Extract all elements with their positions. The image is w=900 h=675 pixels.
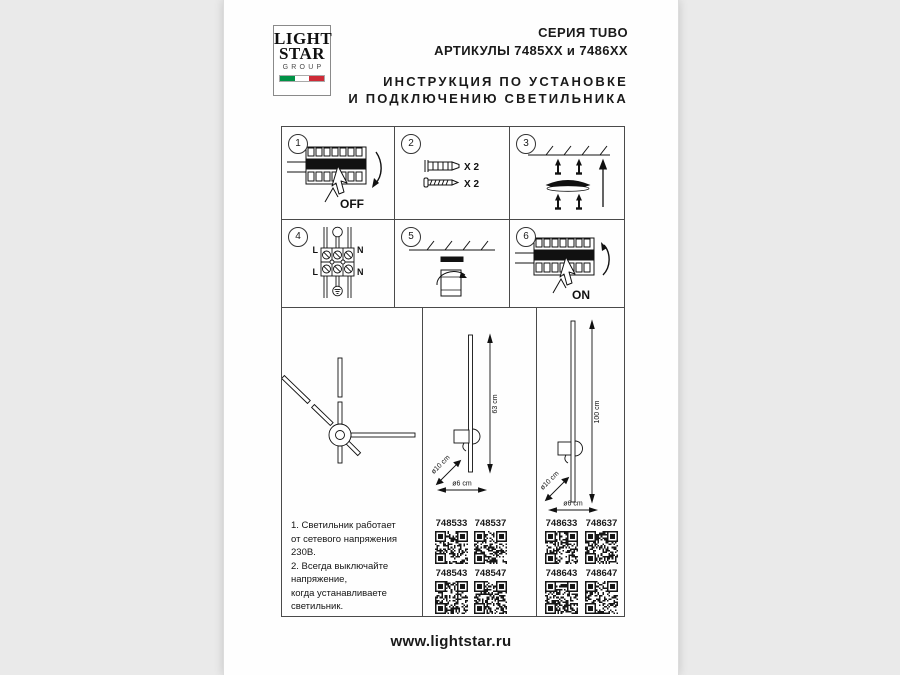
article-code: 748543 xyxy=(435,568,468,579)
screw-up-icon xyxy=(555,160,561,174)
series-title: СЕРИЯ TUBO xyxy=(538,25,628,40)
wall-bracket xyxy=(454,430,469,443)
ground-symbol-icon xyxy=(333,286,343,296)
articles-line: АРТИКУЛЫ 7485XX и 7486XX xyxy=(434,43,628,58)
step-3-cell xyxy=(510,127,624,220)
instruction-page xyxy=(223,0,679,675)
flag-red xyxy=(309,76,324,81)
screw-up-icon xyxy=(576,195,582,209)
qr-code xyxy=(474,581,507,614)
qr-code xyxy=(545,531,578,564)
qr-code xyxy=(545,581,578,614)
product-748647 xyxy=(585,568,618,614)
flag-green xyxy=(280,76,295,81)
product-748637 xyxy=(585,518,618,564)
header xyxy=(348,24,628,107)
article-code: 748637 xyxy=(585,518,618,529)
tube-63 xyxy=(469,335,473,472)
off-label: OFF xyxy=(340,197,364,211)
screw-qty-label: X 2 xyxy=(464,179,480,190)
article-code: 748533 xyxy=(435,518,468,529)
logo-text-light: LIGHT xyxy=(274,29,333,48)
italian-flag-icon xyxy=(279,75,325,82)
label-l-bottom: L xyxy=(312,267,318,277)
note-line: 1. Светильник работает xyxy=(291,520,396,531)
step-2-cell xyxy=(395,127,510,220)
article-code: 748643 xyxy=(545,568,578,579)
diameter-dim-100: ø6 cm xyxy=(563,500,583,508)
article-code: 748647 xyxy=(585,568,618,579)
step-1-number: 1 xyxy=(288,134,308,154)
article-code: 748537 xyxy=(474,518,507,529)
wall-bracket xyxy=(558,442,571,455)
step-4-number: 4 xyxy=(288,227,308,247)
product-748633 xyxy=(545,518,578,564)
logo-text-group: GROUP xyxy=(282,64,325,71)
screw-icon xyxy=(424,178,428,187)
step-4-cell xyxy=(282,220,395,307)
step-5-cell xyxy=(395,220,510,307)
tube-100 xyxy=(571,321,575,502)
product-748543 xyxy=(435,568,468,614)
detail-grid xyxy=(281,307,625,617)
screw-up-icon xyxy=(576,160,582,174)
step-6-cell xyxy=(510,220,624,307)
step-5-number: 5 xyxy=(401,227,421,247)
depth-dim-63: ø10 cm xyxy=(430,454,452,476)
product-748533 xyxy=(435,518,468,564)
mount-plate xyxy=(441,257,463,262)
panel-100cm xyxy=(537,308,624,616)
qr-code xyxy=(474,531,507,564)
screw-up-icon xyxy=(555,195,561,209)
article-code: 748547 xyxy=(474,568,507,579)
lightstar-logo xyxy=(273,25,331,96)
notes-block xyxy=(291,519,421,614)
height-dim-63: 63 cm xyxy=(492,394,499,414)
label-n-bottom: N xyxy=(357,267,364,277)
step-1-cell xyxy=(282,127,395,220)
height-dim-100: 100 cm xyxy=(594,400,601,424)
steps-grid xyxy=(281,126,625,308)
diameter-dim-63: ø6 cm xyxy=(452,480,472,488)
step-2-number: 2 xyxy=(401,134,421,154)
panel-63cm xyxy=(423,308,537,616)
fixture-100cm-drawing xyxy=(537,308,625,516)
qr-code xyxy=(435,531,468,564)
note-line: 2. Всегда выключайте напряжение, xyxy=(291,560,389,585)
footer-url: www.lightstar.ru xyxy=(390,633,512,650)
rotate-down-arrow-icon xyxy=(375,152,381,184)
qr-code xyxy=(585,581,618,614)
wire-end-connector xyxy=(333,227,343,237)
panel-top-view xyxy=(282,308,423,616)
qr-code xyxy=(435,581,468,614)
instruction-title-line1: ИНСТРУКЦИЯ ПО УСТАНОВКЕ xyxy=(383,74,628,89)
logo-text-star: STAR xyxy=(278,44,326,63)
fixture-top-view-drawing xyxy=(282,308,422,516)
note-line: от сетевого напряжения 230В. xyxy=(291,533,398,558)
flag-white xyxy=(295,76,310,81)
note-line: когда устанавливаете светильник. xyxy=(291,587,387,612)
label-l-top: L xyxy=(312,245,318,255)
product-748537 xyxy=(474,518,507,564)
anchor-qty-label: X 2 xyxy=(464,162,480,173)
step-6-number: 6 xyxy=(516,227,536,247)
label-n-top: N xyxy=(357,245,364,255)
article-code: 748633 xyxy=(545,518,578,529)
instruction-title-line2: И ПОДКЛЮЧЕНИЮ СВЕТИЛЬНИКА xyxy=(348,91,628,106)
step-3-number: 3 xyxy=(516,134,536,154)
depth-dim-100: ø10 cm xyxy=(539,470,561,492)
qr-code xyxy=(585,531,618,564)
fixture-63cm-drawing xyxy=(423,308,536,516)
on-label: ON xyxy=(572,288,590,302)
product-748547 xyxy=(474,568,507,614)
product-748643 xyxy=(545,568,578,614)
